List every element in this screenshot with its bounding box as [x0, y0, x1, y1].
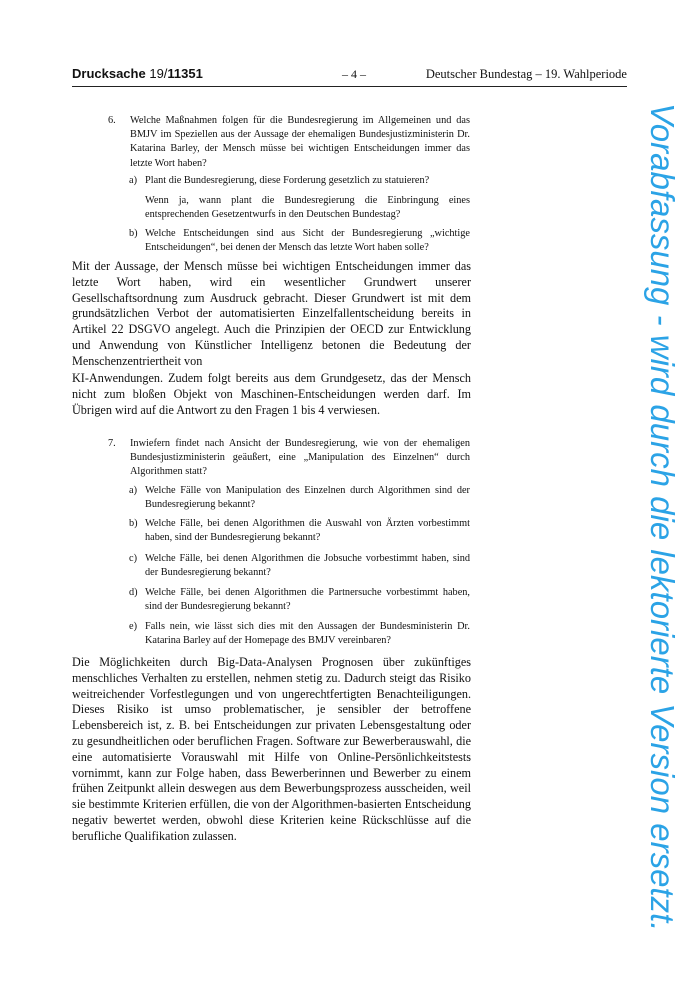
drucksache-label: Drucksache — [72, 66, 146, 81]
question-7b — [129, 517, 470, 545]
subquestion-text: Welche Fälle, bei denen Algorithmen die Auswahl von Ärzten vorbestimmt haben, sind der Bundesregierung bekannt? — [145, 518, 470, 544]
subquestion-text: Welche Fälle, bei denen Algorithmen die Jobsuche vorbestimmt haben, sind der Bundesregierung bekannt? — [145, 553, 470, 579]
subquestion-label: d) — [129, 587, 138, 598]
question-6 — [108, 114, 470, 171]
question-number: 7. — [108, 438, 116, 449]
question-7c — [129, 552, 470, 580]
subquestion-text: Welche Entscheidungen sind aus Sicht der Bundesregierung „wichtige Entscheidungen“, bei denen der Mensch das letzte Wort haben solle? — [145, 228, 470, 254]
subquestion-followup-text: Wenn ja, wann plant die Bundesregierung die Einbringung eines entsprechenden Gesetzentwurfs in den Deutschen Bundestag? — [145, 195, 470, 221]
question-7 — [108, 437, 470, 480]
subquestion-label: e) — [129, 621, 137, 632]
page-header — [72, 66, 627, 87]
question-7e — [129, 620, 470, 648]
subquestion-text: Falls nein, wie lässt sich dies mit den Aussagen der Bundesministerin Dr. Katarina Barley auf der Homepage des BMJV vereinbaren? — [145, 621, 470, 647]
page-number: – 4 – — [342, 67, 366, 81]
document-number — [72, 66, 203, 81]
document-number-main: 11351 — [167, 66, 203, 81]
subquestion-label: b) — [129, 518, 138, 529]
subquestion-label: a) — [129, 175, 137, 186]
answer-6-part-2: KI-Anwendungen. Zudem folgt bereits aus dem Grundgesetz, das der Mensch nicht zum bloßen Objekt von Maschinen-Entscheidungen werden darf. Im Übrigen wird auf die Antwort zu den Fragen 1 bis 4 verwiesen. — [72, 371, 471, 417]
question-text: Inwiefern findet nach Ansicht der Bundesregierung, wie von der ehemaligen Bundesjustizministerin geäußert, eine „Manipulation des Einzelnen“ durch Algorithmen statt? — [130, 438, 470, 478]
subquestion-label: a) — [129, 485, 137, 496]
subquestion-text: Welche Fälle von Manipulation des Einzelnen durch Algorithmen sind der Bundesregierung bekannt? — [145, 485, 470, 511]
subquestion-text: Welche Fälle, bei denen Algorithmen die Partnersuche vorbestimmt haben, sind der Bundesregierung bekannt? — [145, 587, 470, 613]
subquestion-label: b) — [129, 228, 138, 239]
question-6b — [129, 227, 470, 255]
subquestion-text: Plant die Bundesregierung, diese Forderung gesetzlich zu statuieren? — [145, 175, 430, 186]
answer-6-part-1: Mit der Aussage, der Mensch müsse bei wichtigen Entscheidungen immer das letzte Wort haben, wird ein wesentlicher Grundwert unserer Gesellschaftsordnung zum Ausdruck gebracht. Dieser Grundwert ist mit dem grundsätzlichen Verbot der automatisierten Einzelfallentscheidung bereits in Artikel 22 DSGVO angelegt. Auch die Prinzipien der OECD zur Entwicklung und Anwendung von Künstlicher Intelligenz betonen die Bedeutung der Menschenzentriertheit von — [72, 259, 471, 368]
question-7a — [129, 484, 470, 512]
document-number-prefix: 19/ — [149, 66, 168, 81]
institution-label: Deutscher Bundestag – 19. Wahlperiode — [425, 67, 627, 81]
draft-watermark: Vorabfassung - wird durch die lektorierte Version ersetzt. — [644, 103, 681, 932]
question-number: 6. — [108, 115, 116, 126]
question-6a — [129, 174, 470, 188]
question-7d — [129, 586, 470, 614]
answer-7: Die Möglichkeiten durch Big-Data-Analysen Prognosen über zukünftiges menschliches Verhalten zu erstellen, nehmen stetig zu. Dadurch steigt das Risiko weitreichender Vorfestlegungen und von ungerechtfertigten Benachteiligungen. Dieses Risiko ist umso problematischer, je sensibler der betroffene Lebensbereich ist, z. B. bei Entscheidungen zur privaten Lebensgestaltung oder zu gesundheitlichen oder beruflichen Fragen. Software zur Bewerberauswahl, die eine automatisierte Vorauswahl mit Hilfe von Online-Persönlichkeitstests vornimmt, kann zur Folge haben, dass Bewerberinnen und Bewerber zu einem frühen Zeitpunkt allein deswegen aus dem Bewerbungsprozess ausscheiden, weil sie bestimmte Kriterien erfüllen, die von der Algorithmen-basierten Entscheidung negativ bewertet werden, obwohl diese Kriterien keine Rückschlüsse auf die berufliche Qualifikation zulassen. — [72, 655, 471, 843]
subquestion-label: c) — [129, 553, 137, 564]
question-6a-followup — [145, 194, 470, 222]
question-text: Welche Maßnahmen folgen für die Bundesregierung im Allgemeinen und das BMJV im Speziellen aus der Aussage der ehemaligen Bundesjustizministerin Dr. Katarina Barley, der Mensch müsse bei wichtigen Entscheidungen immer das letzte Wort haben? — [130, 115, 470, 169]
